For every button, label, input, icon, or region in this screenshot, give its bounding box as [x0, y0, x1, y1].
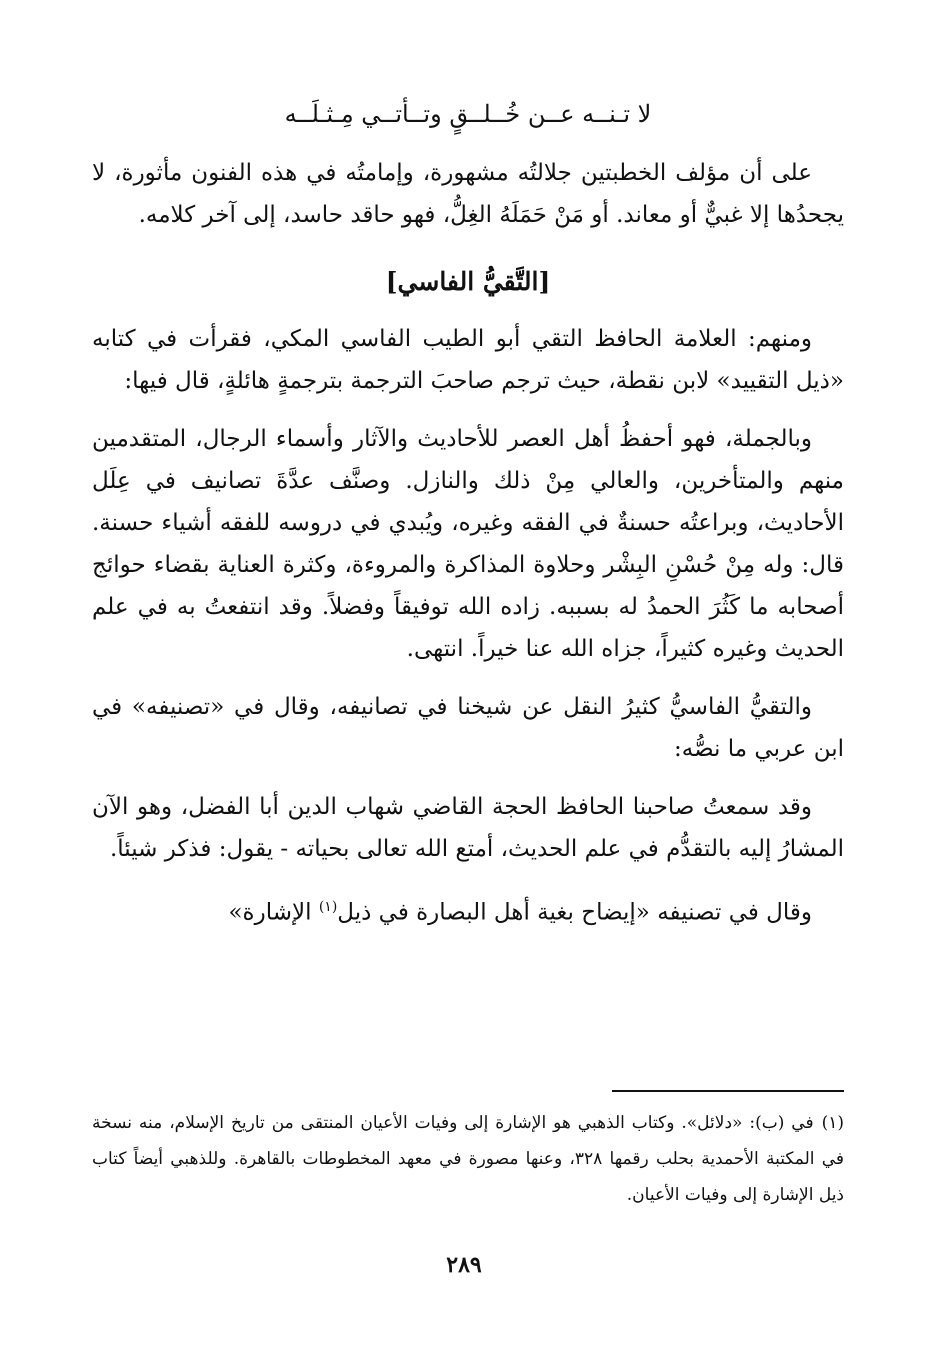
paragraph-2: ومنهم: العلامة الحافظ التقي أبو الطيب الفاسي المكي، فقرأت في كتابه «ذيل التقييد» لابن نقطة، حيث ترجم صاحبَ الترجمة بترجمةٍ هائلةٍ، قال فيها: [92, 326, 844, 394]
footnote-text: في (ب): «دلائل». وكتاب الذهبي هو الإشارة إلى وفيات الأعيان المنتقى من تاريخ الإسلام، منه نسخة في المكتبة الأحمدية بحلب رقمها ٣٢٨، وعنها مصورة في معهد المخطوطات بالقاهرة. وللذهبي أيضاً كتاب ذيل الإشارة إلى وفيات الأعيان. [92, 1113, 844, 1205]
paragraph-6-after: الإشارة» [228, 899, 319, 926]
page-number: ٢٨٩ [446, 1252, 482, 1278]
section-heading: [التَّقيُّ الفاسي] [385, 267, 551, 296]
paragraph-1: على أن مؤلف الخطبتين جلالتُه مشهورة، وإمامتُه في هذه الفنون مأثورة، لا يجحدُها إلا غبيٌّ أو معاند. أو مَنْ حَمَلَهُ الغِلُّ، فهو حاقد حاسد، إلى آخر كلامه. [92, 160, 844, 228]
poetry-verse: لا تـنــه عــن خُــلــقٍ وتــأتــي مِـثـلَــه [284, 100, 652, 128]
paragraph-4: والتقيُّ الفاسيُّ كثيرُ النقل عن شيخنا في تصانيفه، وقال في «تصنيفه» في ابن عربي ما نصُّه: [92, 694, 844, 762]
paragraph-5: وقد سمعتُ صاحبنا الحافظ الحجة القاضي شهاب الدين أبا الفضل، وهو الآن المشارُ إليه بالتقدُّم في علم الحديث، أمتع الله تعالى بحياته - يقول: فذكر شيئاً. [92, 794, 844, 862]
paragraph-6-before: وقال في تصنيفه «إيضاح بغية أهل البصارة في ذيل [337, 899, 812, 926]
footnote [92, 1105, 844, 1213]
footnote-number: (١) [821, 1113, 844, 1133]
footnote-ref: (١) [318, 899, 338, 915]
page-body [92, 92, 844, 1205]
paragraph-3: وبالجملة، فهو أحفظُ أهل العصر للأحاديث والآثار وأسماء الرجال، المتقدمين منهم والمتأخرين، والعالي مِنْ ذلك والنازل. وصنَّف عدَّةَ تصانيف في عِلَل الأحاديث، وبراعتُه حسنةٌ في الفقه وغيره، ويُبدي في دروسه للفقه أشياء حسنة. قال: وله مِنْ حُسْنِ البِشْر وحلاوة المذاكرة والمروءة، وكثرة العناية بقضاء حوائج أصحابه ما كَثُرَ الحمدُ له بسببه. زاده الله توفيقاً وفضلاً. وقد انتفعتُ به في علم الحديث وغيره كثيراً، جزاه الله عنا خيراً. انتهى. [92, 426, 844, 662]
footnote-divider [612, 1090, 844, 1092]
paragraph-6 [92, 886, 844, 934]
